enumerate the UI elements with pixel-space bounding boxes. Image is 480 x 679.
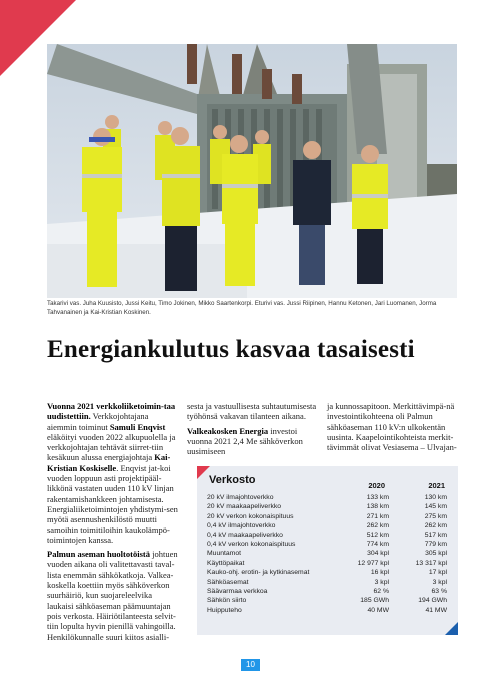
text-column-3 — [327, 401, 457, 456]
text-column-1 — [47, 401, 179, 646]
table-row — [207, 493, 447, 502]
table-row — [207, 502, 447, 511]
table-title: Verkosto — [209, 474, 256, 486]
value-2020: 185 GWh — [360, 597, 389, 605]
value-2020: 512 km — [366, 531, 389, 539]
text-run: johtuen vuoden aikana oli valitettavasti taval-lista enemmän sähkökatkoja. Valkea-koskella koettiin myös sähköverkon suurhäiriö, kun suojareleelvika laukaisi sähköaseman päämuuntajan pois verkosta. Häiriötilanteesta selvit-tiin lopulta hyvin pienillä vahingoilla. Henkilökunnalle suuri kiitos asialli- — [47, 549, 178, 642]
lead-in: Valkeakosken Energia — [187, 425, 269, 436]
photo-caption: Takarivi vas. Juha Kuusisto, Jussi Keitu, Timo Jokinen, Mikko Saartenkorpi. Eturivi vas. Jussi Riipinen, Hannu Ketonen, Jari Luomanen, Jorma Tahvanainen ja Kai-Kristian Koskinen. — [47, 300, 437, 316]
paragraph — [47, 549, 179, 642]
table-body — [207, 493, 447, 615]
column-header-2021: 2021 — [428, 481, 445, 490]
text-run: Verkkojohtajana aiemmin toiminut — [47, 411, 149, 432]
row-label: 0,4 kV maakaapeliverkko — [207, 531, 283, 539]
table-corner-blue — [445, 622, 458, 635]
row-label: 20 kV maakaapeliverkko — [207, 503, 282, 511]
table-row — [207, 606, 447, 615]
paragraph: ja kunnossapitoon. Merkittävimpä-nä investointikohteena oli Palmun sähköaseman 110 kV:n ulkokentän uusinta. Kaapelointikohteista merkit-tävimmät olivat Vesiasema – Ulvajan- — [327, 401, 457, 453]
table-row — [207, 521, 447, 530]
value-2021: 517 km — [424, 531, 447, 539]
group-photo — [47, 44, 457, 298]
value-2020: 133 km — [366, 494, 389, 501]
row-label: Kauko-ohj. erotin- ja kytkinasemat — [207, 569, 310, 577]
paragraph: sesta ja vastuullisesta suhtautumisesta työhönsä vakavan tilanteen aikana. — [187, 401, 317, 422]
lead-in: Vuonna 2021 verkkoliiketoimin-taa uudistettiin. — [47, 401, 176, 422]
table-row — [207, 549, 447, 558]
row-label: Käyttöpaikat — [207, 559, 245, 567]
table-row — [207, 587, 447, 596]
table-row — [207, 596, 447, 605]
network-stats-table — [197, 466, 458, 635]
text-run: eläköityi vuoden 2022 alkupuolella ja verkkojohtajan tehtävät siirret-tiin kesäkuun alussa energiajohtaja — [47, 431, 176, 463]
paragraph — [47, 401, 179, 545]
value-2021: 145 km — [424, 503, 447, 511]
text-run: . Enqvist jat-koi vuoden loppuun asti projektipääl-likkönä vastaten uuden 110 kV linjan rakentamishankkeen johtamisesta. Energialiiketoimintojen yhdistymi-sen myötä asennushenkilöstö muutti samoihin toimitiloihin kaukolämpö-toimintojen kanssa. — [47, 462, 178, 545]
value-2020: 16 kpl — [370, 569, 389, 577]
row-label: Huipputeho — [207, 606, 242, 614]
value-2020: 271 km — [366, 512, 389, 520]
row-label: Muuntamot — [207, 550, 242, 558]
value-2021: 63 % — [431, 587, 447, 595]
table-row — [207, 512, 447, 521]
lead-in: Palmun aseman huoltotöistä — [47, 549, 150, 560]
row-label: 0,4 kV ilmajohtoverkko — [207, 522, 276, 530]
value-2021: 779 km — [424, 540, 447, 548]
row-label: 0,4 kV verkon kokonaispituus — [207, 540, 296, 548]
value-2021: 130 km — [424, 494, 447, 501]
person-name: Kai-Kristian Koskiselle — [47, 452, 171, 473]
person-name: Samuli Enqvist — [109, 421, 166, 432]
table-row — [207, 568, 447, 577]
column-header-2020: 2020 — [368, 481, 385, 490]
article-headline: Energiankulutus kasvaa tasaisesti — [47, 336, 415, 363]
value-2020: 40 MW — [367, 606, 389, 614]
value-2021: 13 317 kpl — [415, 559, 447, 567]
value-2020: 304 kpl — [367, 550, 389, 558]
value-2021: 194 GWh — [418, 597, 447, 605]
text-run: investoi vuonna 2021 2,4 Me sähköverkon uusimiseen — [187, 425, 303, 457]
value-2020: 62 % — [373, 587, 389, 595]
row-label: Sähköasemat — [207, 578, 249, 586]
table-row — [207, 540, 447, 549]
value-2021: 41 MW — [425, 606, 447, 614]
value-2020: 3 kpl — [374, 578, 389, 586]
paragraph — [187, 426, 319, 457]
row-label: 20 kV ilmajohtoverkko — [207, 494, 274, 501]
value-2020: 774 km — [366, 540, 389, 548]
table-row — [207, 559, 447, 568]
value-2021: 262 km — [424, 522, 447, 530]
table-row — [207, 531, 447, 540]
page-number: 10 — [241, 659, 260, 671]
value-2021: 305 kpl — [425, 550, 447, 558]
value-2021: 17 kpl — [428, 569, 447, 577]
row-label: 20 kV verkon kokonaispituus — [207, 512, 294, 520]
value-2020: 138 km — [366, 503, 389, 511]
value-2021: 3 kpl — [432, 578, 447, 586]
table-row — [207, 578, 447, 587]
text-column-2 — [187, 401, 319, 460]
value-2020: 12 977 kpl — [357, 559, 389, 567]
value-2020: 262 km — [366, 522, 389, 530]
row-label: Sähkön siirto — [207, 597, 247, 605]
row-label: Säävarmaa verkkoa — [207, 587, 268, 595]
value-2021: 275 km — [424, 512, 447, 520]
